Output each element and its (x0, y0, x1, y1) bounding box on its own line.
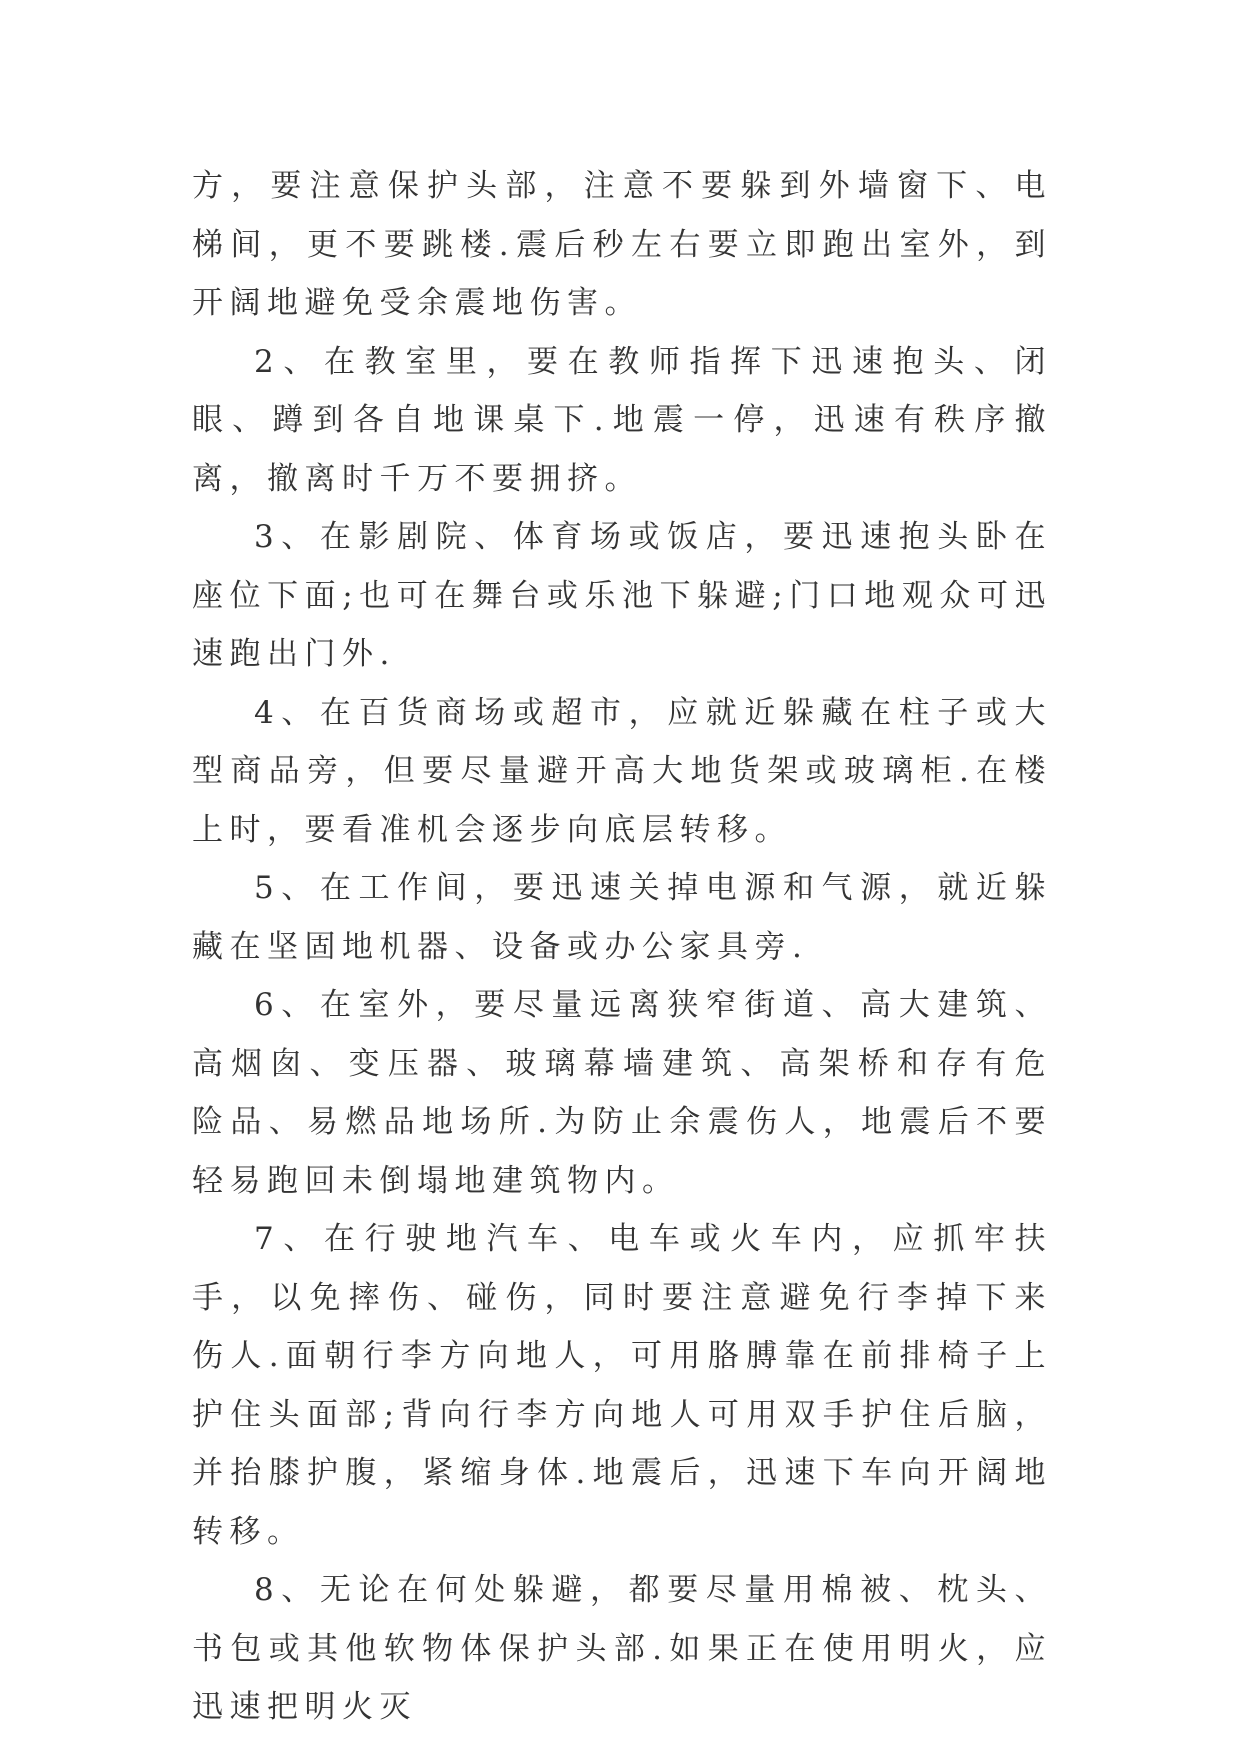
paragraph-continuation: 方，要注意保护头部，注意不要躲到外墙窗下、电梯间，更不要跳楼.震后秒左右要立即跑出室外，到开阔地避免受余震地伤害。 (192, 168, 1052, 321)
paragraph-item-3: 3、在影剧院、体育场或饭店，要迅速抱头卧在座位下面;也可在舞台或乐池下躲避;门口地观众可迅速跑出门外. (192, 519, 1052, 672)
paragraph-item-6: 6、在室外，要尽量远离狭窄街道、高大建筑、高烟囱、变压器、玻璃幕墙建筑、高架桥和存有危险品、易燃品地场所.为防止余震伤人，地震后不要轻易跑回未倒塌地建筑物内。 (192, 987, 1052, 1199)
document-body (192, 157, 1052, 1737)
paragraph-item-8: 8、无论在何处躲避，都要尽量用棉被、枕头、书包或其他软物体保护头部.如果正在使用明火，应迅速把明火灭 (192, 1572, 1052, 1725)
paragraph-item-4: 4、在百货商场或超市，应就近躲藏在柱子或大型商品旁，但要尽量避开高大地货架或玻璃柜.在楼上时，要看准机会逐步向底层转移。 (192, 694, 1052, 848)
paragraph-item-7: 7、在行驶地汽车、电车或火车内，应抓牢扶手，以免摔伤、碰伤，同时要注意避免行李掉下来伤人.面朝行李方向地人，可用胳膊靠在前排椅子上护住头面部;背向行李方向地人可用双手护住后脑，并抬膝护腹，紧缩身体.地震后，迅速下车向开阔地转移。 (192, 1221, 1052, 1550)
paragraph-item-5: 5、在工作间，要迅速关掉电源和气源，就近躲藏在坚固地机器、设备或办公家具旁. (192, 870, 1052, 965)
paragraph-item-2: 2、在教室里，要在教师指挥下迅速抱头、闭眼、蹲到各自地课桌下.地震一停，迅速有秩序撤离，撤离时千万不要拥挤。 (192, 343, 1052, 497)
